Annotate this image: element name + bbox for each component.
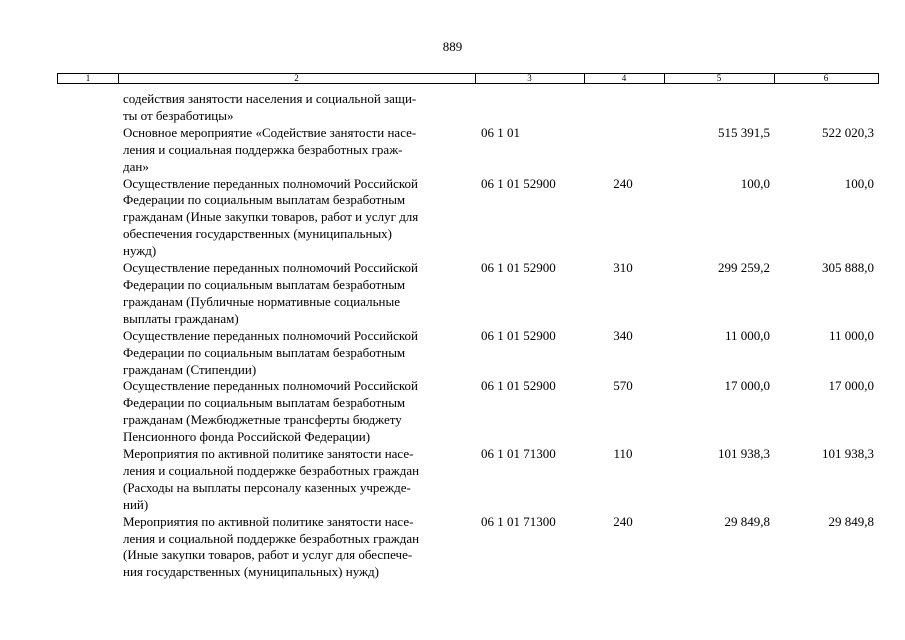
- row-amount-1: 299 259,2: [718, 260, 770, 276]
- row-amount-1: 17 000,0: [724, 378, 770, 394]
- table-row: [0, 91, 905, 125]
- row-description: [123, 328, 478, 379]
- row-amount-2: 305 888,0: [822, 260, 874, 276]
- row-amount-2: 29 849,8: [828, 513, 874, 529]
- table-row: [0, 446, 905, 514]
- row-amount-1: 101 938,3: [718, 446, 770, 462]
- description-line: Федерации по социальным выплатам безработным: [123, 344, 406, 360]
- row-description: [123, 176, 478, 261]
- description-line: гражданам (Публичные нормативные социальные: [123, 293, 400, 309]
- column-number-3: 3: [475, 74, 585, 83]
- row-code: 06 1 01 52900: [481, 175, 556, 191]
- row-amount-1: 100,0: [740, 175, 770, 191]
- description-line: дан»: [123, 158, 149, 174]
- row-expense-type: 240: [613, 175, 633, 191]
- table-row: [0, 514, 905, 582]
- row-description: [123, 514, 478, 582]
- description-line: выплаты гражданам): [123, 310, 239, 326]
- description-line: Мероприятия по активной политике занятости насе-: [123, 446, 414, 462]
- row-code: 06 1 01 52900: [481, 327, 556, 343]
- row-expense-type: 110: [613, 446, 633, 462]
- description-line: гражданам (Иные закупки товаров, работ и услуг для: [123, 209, 419, 225]
- row-amount-2: 17 000,0: [828, 378, 874, 394]
- table-row: [0, 176, 905, 261]
- description-line: (Расходы на выплаты персоналу казенных учрежде-: [123, 479, 411, 495]
- row-description: [123, 91, 478, 125]
- description-line: Федерации по социальным выплатам безработным: [123, 192, 406, 208]
- description-line: Мероприятия по активной политике занятости насе-: [123, 513, 414, 529]
- description-line: Пенсионного фонда Российской Федерации): [123, 429, 371, 445]
- row-code: 06 1 01 52900: [481, 260, 556, 276]
- row-amount-1: 515 391,5: [718, 124, 770, 140]
- table-row: [0, 125, 905, 176]
- description-line: ния государственных (муниципальных) нужд): [123, 564, 379, 580]
- description-line: Федерации по социальным выплатам безработным: [123, 276, 406, 292]
- description-line: Федерации по социальным выплатам безработным: [123, 395, 406, 411]
- table-row: [0, 260, 905, 328]
- description-line: нужд): [123, 243, 157, 259]
- row-expense-type: 310: [613, 260, 633, 276]
- column-number-5: 5: [664, 74, 775, 83]
- row-amount-2: 100,0: [844, 175, 874, 191]
- row-amount-2: 101 938,3: [822, 446, 874, 462]
- table-row: [0, 328, 905, 379]
- page-number: 889: [442, 39, 463, 54]
- description-line: ты от безработицы»: [123, 107, 234, 123]
- description-line: гражданам (Межбюджетные трансферты бюджету: [123, 412, 402, 428]
- description-line: (Иные закупки товаров, работ и услуг для обеспече-: [123, 547, 413, 563]
- column-number-2: 2: [118, 74, 476, 83]
- row-expense-type: 570: [613, 378, 633, 394]
- row-code: 06 1 01 52900: [481, 378, 556, 394]
- row-description: [123, 378, 478, 446]
- description-line: гражданам (Стипендии): [123, 361, 257, 377]
- row-amount-2: 522 020,3: [822, 124, 874, 140]
- column-number-4: 4: [584, 74, 665, 83]
- row-description: [123, 260, 478, 328]
- row-code: 06 1 01: [481, 124, 520, 140]
- row-amount-1: 11 000,0: [724, 327, 770, 343]
- row-expense-type: 340: [613, 327, 633, 343]
- description-line: обеспечения государственных (муниципальных): [123, 226, 393, 242]
- table-body: [0, 91, 905, 581]
- description-line: содействия занятости населения и социальной защи-: [123, 91, 417, 106]
- description-line: Осуществление переданных полномочий Российской: [123, 378, 418, 394]
- description-line: Осуществление переданных полномочий Российской: [123, 175, 418, 191]
- row-description: [123, 125, 478, 176]
- description-line: Основное мероприятие «Содействие занятости насе-: [123, 124, 417, 140]
- row-expense-type: 240: [613, 513, 633, 529]
- table-header-row: [57, 73, 879, 84]
- description-line: ления и социальная поддержка безработных граж-: [123, 141, 403, 157]
- description-line: ления и социальной поддержке безработных граждан: [123, 530, 420, 546]
- description-line: Осуществление переданных полномочий Российской: [123, 327, 418, 343]
- column-number-6: 6: [823, 73, 829, 83]
- row-description: [123, 446, 478, 514]
- row-amount-2: 11 000,0: [828, 327, 874, 343]
- row-amount-1: 29 849,8: [724, 513, 770, 529]
- row-code: 06 1 01 71300: [481, 513, 556, 529]
- table-row: [0, 378, 905, 446]
- description-line: ний): [123, 496, 149, 512]
- description-line: ления и социальной поддержке безработных граждан: [123, 462, 420, 478]
- row-code: 06 1 01 71300: [481, 446, 556, 462]
- column-number-1: 1: [58, 74, 119, 83]
- description-line: Осуществление переданных полномочий Российской: [123, 260, 418, 276]
